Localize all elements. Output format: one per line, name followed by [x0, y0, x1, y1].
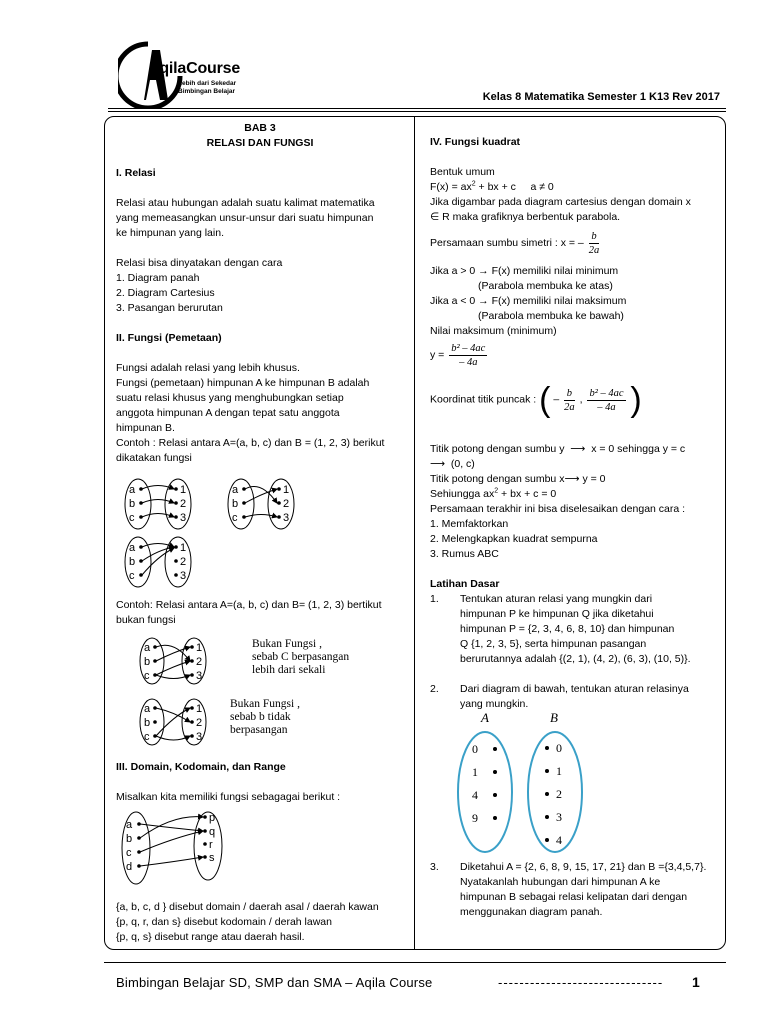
- section-domain-title: III. Domain, Kodomain, dan Range: [116, 761, 286, 773]
- diagram-label: c: [129, 512, 135, 524]
- left-column-domain: [116, 760, 404, 805]
- fungsi-def-line: anggota himpunan A dengan tepat satu anggota: [116, 407, 340, 419]
- footer-text: Bimbingan Belajar SD, SMP dan SMA – Aqila Course: [116, 975, 433, 990]
- diagram-domain-kodomain: [118, 808, 228, 890]
- svg-text:1: 1: [180, 542, 187, 554]
- svg-text:c: c: [129, 570, 135, 582]
- right-intercepts: [430, 442, 720, 712]
- solution-methods-intro: Persamaan terakhir ini bisa diselesaikan dengan cara :: [430, 503, 686, 515]
- right-column: [430, 135, 716, 225]
- minimum-note: (Parabola membuka ke atas): [478, 280, 613, 292]
- svg-text:b: b: [144, 656, 151, 668]
- diagram-set-a-b: [450, 710, 620, 860]
- svg-text:2: 2: [556, 787, 562, 801]
- diagram-label: b: [129, 498, 136, 510]
- set-b-ellipse: [528, 732, 582, 852]
- general-form-formula: $F(x) = ax^2$ + bx + c a ≠ 0: [430, 180, 554, 193]
- exercise-line: menggunakan diagram panah.: [460, 906, 603, 918]
- column-divider: [414, 116, 415, 949]
- logo-brand-text: AqilaCourse: [148, 60, 241, 77]
- relasi-def-line: ke himpunan yang lain.: [116, 227, 224, 239]
- page-number: 1: [692, 974, 700, 990]
- exercise-3: 3. Diketahui A = {2, 6, 8, 9, 15, 17, 21} dan B ={3,4,5,7}. Nyatakanlah hubungan dari himpunan A ke himpunan B sebagai relasi kelipatan dari dengan menggunakan diagram panah.: [430, 861, 707, 918]
- exercise-2: 2. Dari diagram di bawah, tentukan aturan relasinya yang mungkin.: [430, 683, 689, 710]
- svg-text:a: a: [144, 642, 151, 654]
- fungsi-def-line: himpunan B.: [116, 422, 175, 434]
- quadratic-equation: Sehiungga $ax^2$ + bx + c = 0: [430, 487, 557, 500]
- svg-text:2: 2: [283, 498, 290, 510]
- exercise-line: Nyatakanlah hubungan dari himpunan A ke: [460, 876, 661, 888]
- svg-text:3: 3: [196, 731, 203, 743]
- note-line: sebab C berpasangan: [252, 651, 350, 663]
- svg-text:3: 3: [556, 810, 562, 824]
- relasi-method-item: 3. Pasangan berurutan: [116, 302, 223, 314]
- maximum-note: (Parabola membuka ke bawah): [478, 310, 624, 322]
- fungsi-def-line: Fungsi (pemetaan) himpunan A ke himpunan B adalah: [116, 377, 370, 389]
- set-b-name: B: [550, 710, 558, 725]
- svg-text:2: 2: [196, 717, 203, 729]
- y-intercept-point: ⟶ (0, c): [430, 458, 475, 470]
- svg-text:r: r: [209, 839, 213, 851]
- solution-method-item: 1. Memfaktorkan: [430, 518, 509, 530]
- note-line: sebab b tidak: [230, 711, 291, 723]
- svg-text:a: a: [126, 819, 133, 831]
- note-line: lebih dari sekali: [252, 664, 326, 676]
- svg-text:0: 0: [556, 741, 562, 755]
- left-column: [116, 121, 404, 466]
- header-rule-thin: [108, 111, 726, 112]
- exercise-line: Diketahui A = {2, 6, 8, 9, 15, 17, 21} dan B ={3,4,5,7}.: [460, 861, 707, 873]
- diagram-label: 3: [180, 512, 187, 524]
- right-exercise-3: [430, 860, 720, 920]
- svg-text:a: a: [232, 484, 239, 496]
- diagram-label: 1: [180, 484, 187, 496]
- bukan-fungsi-example-line: bukan fungsi: [116, 614, 176, 626]
- domain-def-line: {a, b, c, d } disebut domain / daerah asal / daerah kawan: [116, 901, 379, 913]
- y-intercept-line: Titik potong dengan sumbu y ⟶ x = 0 sehingga y = c: [430, 443, 686, 455]
- relasi-def-line: Relasi atau hubungan adalah suatu kalimat matematika: [116, 197, 375, 209]
- svg-text:c: c: [126, 847, 132, 859]
- svg-text:4: 4: [556, 833, 562, 847]
- range-def-line: {p, q, s} disebut range atau daerah hasil.: [116, 931, 305, 943]
- fungsi-arrow-diagrams: [116, 474, 406, 592]
- header-course-info: Kelas 8 Matematika Semester 1 K13 Rev 2017: [482, 91, 720, 103]
- exercise-line: himpunan B sebagai relasi kelipatan dari dengan: [460, 891, 688, 903]
- section-fungsi-kuadrat-title: IV. Fungsi kuadrat: [430, 136, 521, 148]
- left-column-cont: [116, 598, 404, 628]
- logo-tagline-1: Lebih dari Sekedar: [178, 80, 237, 87]
- svg-text:c: c: [232, 512, 238, 524]
- svg-text:3: 3: [283, 512, 290, 524]
- note-line: Bukan Fungsi ,: [230, 698, 300, 710]
- set-a-name: A: [481, 710, 489, 725]
- cartesius-line: ∈ R maka grafiknya berbentuk parabola.: [430, 211, 621, 223]
- extremum-formula: y = $\frac{\text{b² – 4ac}}{- 4a}$: [430, 343, 486, 368]
- svg-text:1: 1: [196, 642, 203, 654]
- solution-method-item: 3. Rumus ABC: [430, 548, 499, 560]
- bentuk-umum-label: Bentuk umum: [430, 166, 495, 178]
- svg-text:3: 3: [196, 670, 203, 682]
- symmetry-axis-formula: Persamaan sumbu simetri : x = – $\frac{b}{2a}$: [430, 231, 600, 256]
- diagram-fungsi-2: [228, 479, 294, 529]
- note-bukan-fungsi-1: [252, 638, 349, 677]
- chapter-number: BAB 3: [244, 122, 276, 134]
- relasi-method-item: 2. Diagram Cartesius: [116, 287, 215, 299]
- solution-method-item: 2. Melengkapkan kuadrat sempurna: [430, 533, 598, 545]
- kodomain-def-line: {p, q, r, dan s} disebut kodomain / derah lawan: [116, 916, 332, 928]
- svg-text:4: 4: [472, 788, 478, 802]
- exercise-line: Tentukan aturan relasi yang mungkin dari: [460, 593, 653, 605]
- diagram-bukan-fungsi-2: [140, 699, 206, 745]
- note-line: Bukan Fungsi ,: [252, 638, 322, 650]
- relasi-method-item: 1. Diagram panah: [116, 272, 200, 284]
- cartesius-line: Jika digambar pada diagram cartesius dengan domain x: [430, 196, 691, 208]
- svg-text:1: 1: [283, 484, 290, 496]
- svg-text:9: 9: [472, 811, 478, 825]
- footer-dashes: -------------------------------: [498, 975, 664, 990]
- logo-tagline-2: Bimbingan Belajar: [178, 88, 236, 95]
- diagram-fungsi-1: [125, 479, 191, 529]
- footer-rule: [104, 962, 726, 963]
- svg-text:b: b: [129, 556, 136, 568]
- domain-intro: Misalkan kita memiliki fungsi sebagagai berikut :: [116, 791, 341, 803]
- svg-text:1: 1: [472, 765, 478, 779]
- svg-text:d: d: [126, 861, 133, 873]
- svg-text:a: a: [129, 542, 136, 554]
- svg-text:3: 3: [180, 570, 187, 582]
- note-bukan-fungsi-2: [230, 698, 300, 737]
- section-relasi-title: I. Relasi: [116, 167, 156, 179]
- svg-text:2: 2: [180, 556, 187, 568]
- exercise-1: 1. Tentukan aturan relasi yang mungkin dari himpunan P ke himpunan Q jika diketahui himpunan P = {2, 3, 4, 6, 8, 10} dan himpunan Q {1, 2, 3, 5}, serta himpunan pasangan berurutannya adalah {(2, 1), (4, 2), (6, 3), (10, 5)}.: [430, 593, 691, 665]
- section-fungsi-title: II. Fungsi (Pemetaan): [116, 332, 222, 344]
- svg-text:c: c: [144, 731, 150, 743]
- fungsi-def-line: suatu relasi khusus yang menghubungkan setiap: [116, 392, 344, 404]
- svg-text:q: q: [209, 826, 216, 838]
- relasi-def-line: yang memeasangkan unsur-unsur dari suatu himpunan: [116, 212, 374, 224]
- svg-text:1: 1: [556, 764, 562, 778]
- nilai-extremum-label: Nilai maksimum (minimum): [430, 325, 557, 337]
- diagram-label: a: [129, 484, 136, 496]
- vertex-formula: Koordinat titik puncak : ( – $\frac{b}{2a}$ , $\frac{\text{b² – 4ac}}{- 4a}$ ): [430, 381, 642, 419]
- svg-text:2: 2: [196, 656, 203, 668]
- svg-text:b: b: [126, 833, 133, 845]
- left-column-domain-defs: [116, 900, 406, 945]
- exercise-line: himpunan P = {2, 3, 4, 6, 8, 10} dan himpunan: [460, 623, 675, 635]
- exercise-line: himpunan P ke himpunan Q jika diketahui: [460, 608, 654, 620]
- bukan-fungsi-diagrams: [138, 636, 218, 748]
- header-rule: [108, 108, 726, 109]
- svg-text:b: b: [144, 717, 151, 729]
- diagram-fungsi-3: [125, 537, 191, 587]
- svg-text:0: 0: [472, 742, 478, 756]
- right-minmax: [430, 264, 716, 339]
- fungsi-example-line: Contoh : Relasi antara A=(a, b, c) dan B = (1, 2, 3) berikut: [116, 437, 385, 449]
- svg-text:c: c: [144, 670, 150, 682]
- diagram-label: 2: [180, 498, 187, 510]
- chapter-title: RELASI DAN FUNGSI: [206, 137, 314, 149]
- svg-text:a: a: [144, 703, 151, 715]
- svg-text:1: 1: [196, 703, 203, 715]
- svg-text:p: p: [209, 812, 216, 824]
- fungsi-example-line: dikatakan fungsi: [116, 452, 192, 464]
- maximum-condition: Jika a < 0 → F(x) memiliki nilai maksimum: [430, 295, 627, 307]
- minimum-condition: Jika a > 0 → F(x) memiliki nilai minimum: [430, 265, 619, 277]
- exercise-line: berurutannya adalah {(2, 1), (4, 2), (6, 3), (10, 5)}.: [460, 653, 691, 665]
- fungsi-def-line: Fungsi adalah relasi yang lebih khusus.: [116, 362, 300, 374]
- exercise-line: yang mungkin.: [460, 698, 529, 710]
- svg-text:s: s: [209, 852, 215, 864]
- diagram-bukan-fungsi-1: [140, 638, 206, 684]
- latihan-dasar-title: Latihan Dasar: [430, 578, 500, 590]
- exercise-line: Q {1, 2, 3, 5}, serta himpunan pasangan: [460, 638, 647, 650]
- exercise-line: Dari diagram di bawah, tentukan aturan relasinya: [460, 683, 689, 695]
- set-a-ellipse: [458, 732, 512, 852]
- x-intercept-line: Titik potong dengan sumbu x⟶ y = 0: [430, 473, 606, 485]
- bukan-fungsi-example-line: Contoh: Relasi antara A=(a, b, c) dan B= (1, 2, 3) bertikut: [116, 599, 382, 611]
- note-line: berpasangan: [230, 724, 288, 736]
- relasi-methods-intro: Relasi bisa dinyatakan dengan cara: [116, 257, 283, 269]
- svg-text:b: b: [232, 498, 239, 510]
